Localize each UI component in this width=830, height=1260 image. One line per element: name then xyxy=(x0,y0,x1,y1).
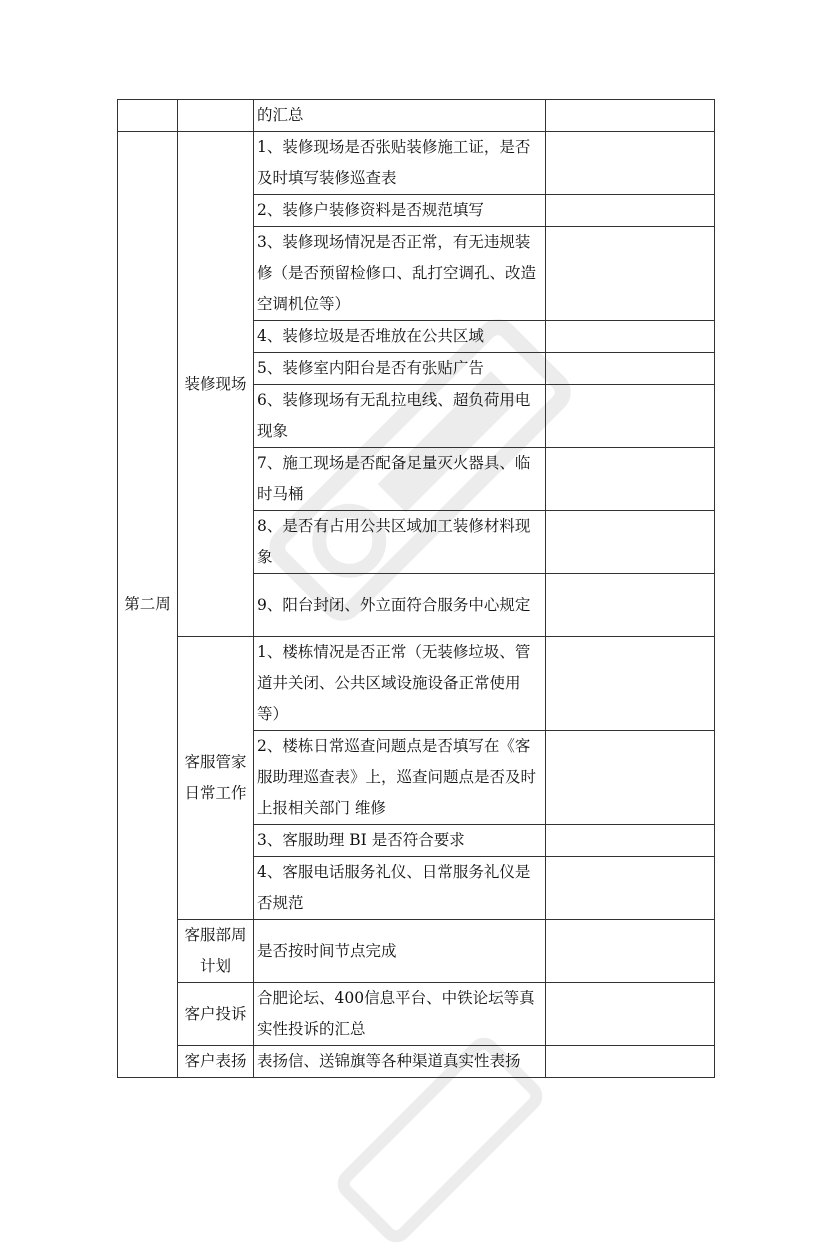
result-cell xyxy=(546,195,715,227)
table-row xyxy=(118,132,715,195)
result-cell xyxy=(546,385,715,448)
week-label: 第二周 xyxy=(118,132,178,1078)
result-cell xyxy=(546,321,715,353)
result-cell xyxy=(546,1046,715,1078)
inspection-item: 4、装修垃圾是否堆放在公共区域 xyxy=(254,321,546,353)
result-cell xyxy=(546,100,715,132)
table-row xyxy=(118,637,715,731)
inspection-item: 3、装修现场情况是否正常，有无违规装修（是否预留检修口、乱打空调孔、改造空调机位等） xyxy=(254,227,546,321)
inspection-item: 2、装修户装修资料是否规范填写 xyxy=(254,195,546,227)
table-row xyxy=(118,1046,715,1078)
result-cell xyxy=(546,353,715,385)
inspection-item: 4、客服电话服务礼仪、日常服务礼仪是否规范 xyxy=(254,857,546,920)
inspection-item: 合肥论坛、400信息平台、中铁论坛等真实性投诉的汇总 xyxy=(254,983,546,1046)
result-cell xyxy=(546,637,715,731)
inspection-item: 2、楼栋日常巡查问题点是否填写在《客服助理巡查表》上，巡查问题点是否及时上报相关部门 维修 xyxy=(254,731,546,825)
result-cell xyxy=(546,983,715,1046)
result-cell xyxy=(546,227,715,321)
result-cell xyxy=(546,511,715,574)
result-cell xyxy=(546,448,715,511)
table-row xyxy=(118,983,715,1046)
category-label: 客户投诉 xyxy=(178,983,254,1046)
inspection-item: 1、楼栋情况是否正常（无装修垃圾、管道井关闭、公共区域设施设备正常使用等） xyxy=(254,637,546,731)
category-label: 装修现场 xyxy=(178,132,254,637)
inspection-item: 表扬信、送锦旗等各种渠道真实性表扬 xyxy=(254,1046,546,1078)
category-label: 客户表扬 xyxy=(178,1046,254,1078)
inspection-item: 1、装修现场是否张贴装修施工证，是否及时填写装修巡查表 xyxy=(254,132,546,195)
category-label: 客服管家日常工作 xyxy=(178,637,254,920)
result-cell xyxy=(546,132,715,195)
inspection-item: 8、是否有占用公共区域加工装修材料现象 xyxy=(254,511,546,574)
table-row xyxy=(118,100,715,132)
result-cell xyxy=(546,574,715,637)
inspection-item: 3、客服助理 BI 是否符合要求 xyxy=(254,825,546,857)
category-label: 客服部周计划 xyxy=(178,920,254,983)
inspection-item: 7、施工现场是否配备足量灭火器具、临时马桶 xyxy=(254,448,546,511)
result-cell xyxy=(546,857,715,920)
inspection-item: 是否按时间节点完成 xyxy=(254,920,546,983)
inspection-table xyxy=(117,99,715,1078)
category-cell-empty xyxy=(178,100,254,132)
week-cell-empty xyxy=(118,100,178,132)
table-row xyxy=(118,920,715,983)
result-cell xyxy=(546,920,715,983)
result-cell xyxy=(546,825,715,857)
inspection-item: 的汇总 xyxy=(254,100,546,132)
inspection-item: 5、装修室内阳台是否有张贴广告 xyxy=(254,353,546,385)
inspection-item: 6、装修现场有无乱拉电线、超负荷用电现象 xyxy=(254,385,546,448)
inspection-item: 9、阳台封闭、外立面符合服务中心规定 xyxy=(254,574,546,637)
result-cell xyxy=(546,731,715,825)
